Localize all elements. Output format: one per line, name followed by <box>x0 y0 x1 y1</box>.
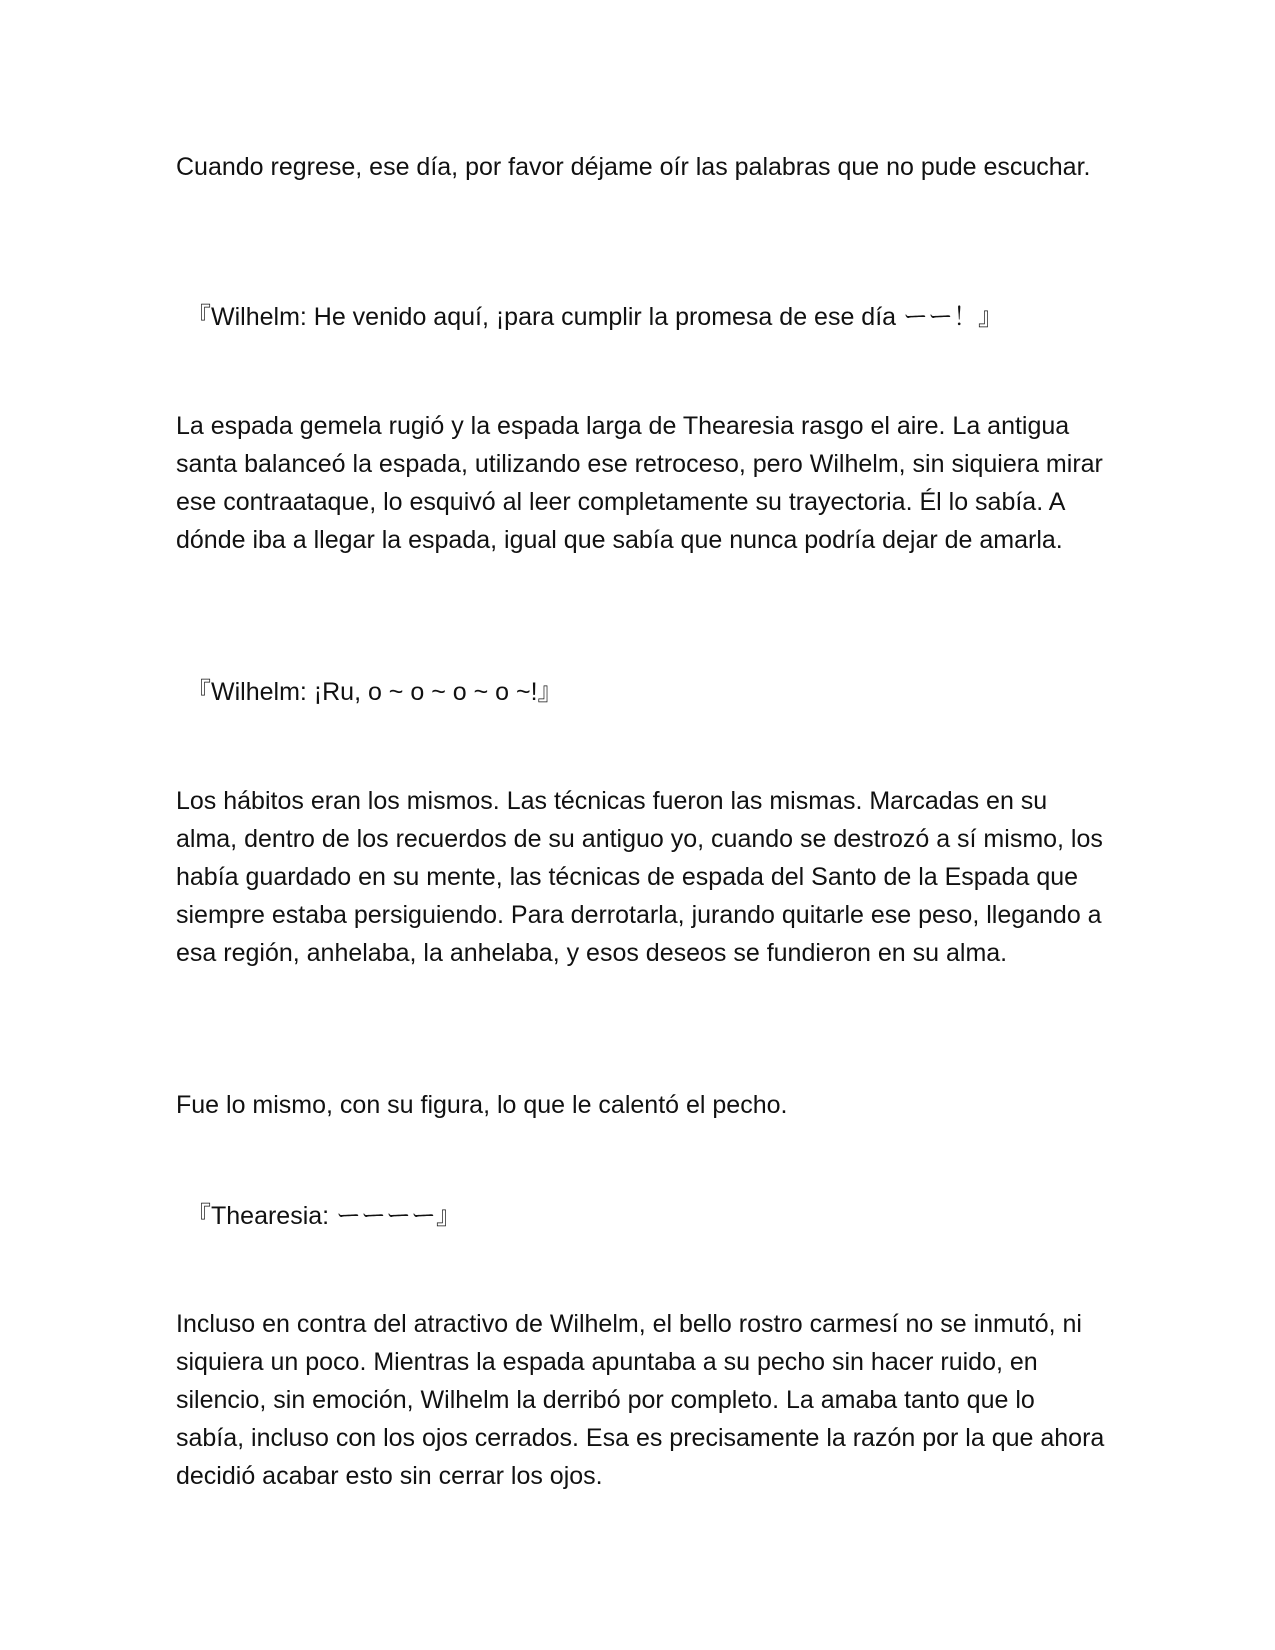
paragraph-5: Incluso en contra del atractivo de Wilhelm, el bello rostro carmesí no se inmutó, ni siquiera un poco. Mientras la espada apuntaba a su pecho sin hacer ruido, en silencio, sin emoción, Wilhelm la derribó por completo. La amaba tanto que lo sabía, incluso con los ojos cerrados. Esa es precisamente la razón por la que ahora decidió acabar esto sin cerrar los ojos. <box>176 1310 1105 1490</box>
dialogue-wilhelm-roar: 『Wilhelm: ¡Ru, o ~ o ~ o ~ o ~!』 <box>186 678 563 706</box>
paragraph-1: Cuando regrese, ese día, por favor déjame oír las palabras que no pude escuchar. <box>176 153 1091 181</box>
dialogue-thearesia: 『Thearesia: ーーーー』 <box>186 1202 462 1230</box>
paragraph-4: Fue lo mismo, con su figura, lo que le calentó el pecho. <box>176 1091 788 1119</box>
paragraph-3: Los hábitos eran los mismos. Las técnicas fueron las mismas. Marcadas en su alma, dentro de los recuerdos de su antiguo yo, cuando se destrozó a sí mismo, los había guardado en su mente, las técnicas de espada del Santo de la Espada que siempre estaba persiguiendo. Para derrotarla, jurando quitarle ese peso, llegando a esa región, anhelaba, la anhelaba, y esos deseos se fundieron en su alma. <box>176 787 1103 967</box>
dialogue-wilhelm-promise: 『Wilhelm: He venido aquí, ¡para cumplir la promesa de ese día ーー！』 <box>186 303 1003 331</box>
paragraph-2: La espada gemela rugió y la espada larga de Thearesia rasgo el aire. La antigua santa balanceó la espada, utilizando ese retroceso, pero Wilhelm, sin siquiera mirar ese contraataque, lo esquivó al leer completamente su trayectoria. Él lo sabía. A dónde iba a llegar la espada, igual que sabía que nunca podría dejar de amarla. <box>176 412 1103 554</box>
